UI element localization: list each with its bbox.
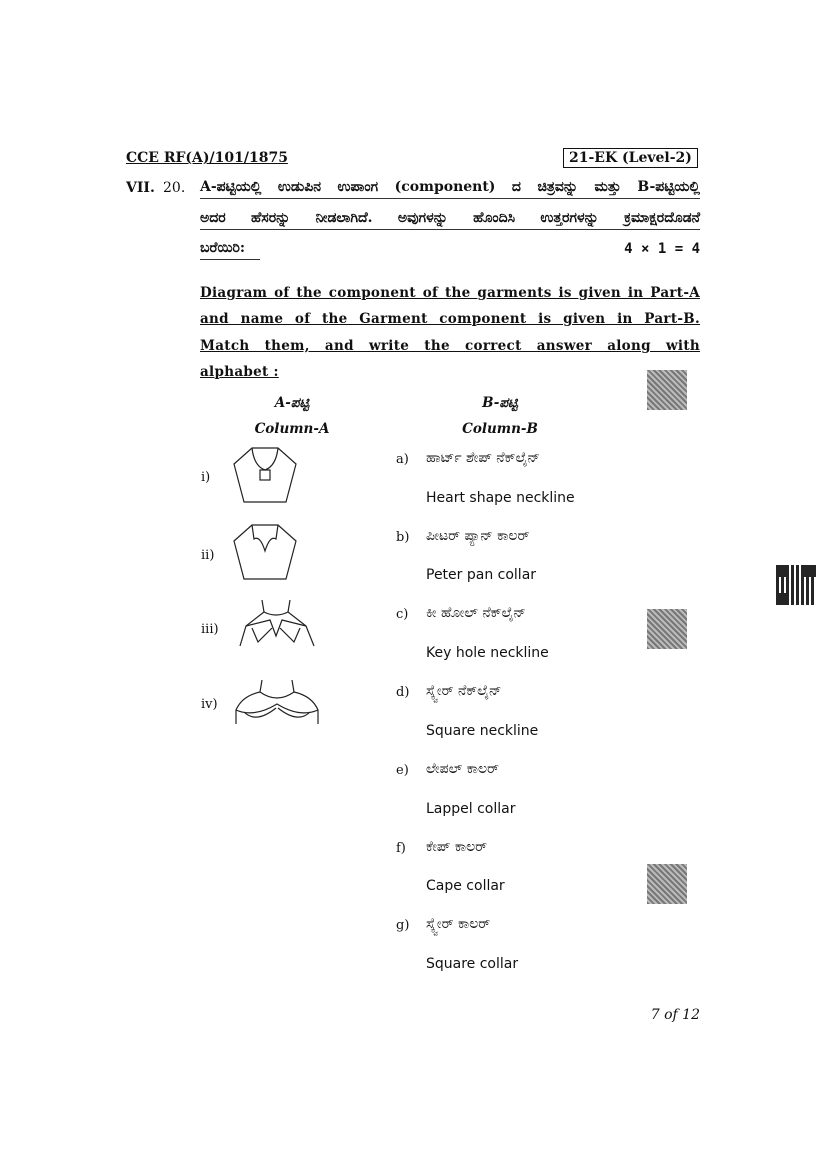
column-b-kannada-heading: B-ಪಟ್ಟಿ: [482, 395, 518, 411]
option-a-english: Heart shape neckline: [426, 490, 575, 506]
english-instruction-line-4: alphabet :: [200, 364, 279, 380]
option-f-english: Cape collar: [426, 878, 505, 894]
option-g-english: Square collar: [426, 956, 519, 972]
option-a-kannada: ಹಾರ್ಟ್ ಶೇಪ್ ನೆಕ್‌ಲೈನ್: [426, 450, 540, 466]
option-c-english: Key hole neckline: [426, 645, 549, 661]
scan-mark-2: [647, 609, 687, 649]
column-a-item-i: i): [201, 470, 211, 485]
column-a-item-ii: ii): [201, 548, 215, 563]
diagram-square-collar: [230, 444, 300, 506]
marks-allocation: 4 × 1 = 4: [624, 241, 700, 257]
page-number: 7 of 12: [650, 1007, 700, 1023]
diagram-peter-pan-collar: [232, 678, 322, 726]
column-a-item-iii: iii): [201, 622, 219, 637]
option-g-kannada: ಸ್ಕ್ವೇರ್ ಕಾಲರ್: [426, 916, 491, 932]
option-e-kannada: ಲೇಪಲ್ ಕಾಲರ್: [426, 761, 499, 777]
option-d-english: Square neckline: [426, 723, 539, 739]
kannada-instruction-line-3: ಬರೆಯಿರಿ:: [200, 240, 260, 260]
question-number: 20.: [163, 180, 186, 196]
section-number: VII.: [126, 180, 155, 196]
option-letter-f: f): [396, 841, 406, 856]
scan-mark-1: [647, 370, 687, 410]
diagram-heart-neckline: [230, 521, 300, 583]
option-f-kannada: ಕೇಪ್ ಕಾಲರ್: [426, 839, 488, 855]
option-letter-d: d): [396, 685, 410, 700]
diagram-lapel-collar: [232, 598, 322, 648]
option-e-english: Lappel collar: [426, 801, 516, 817]
paper-code: CCE RF(A)/101/1875: [126, 150, 288, 166]
column-a-kannada-heading: A-ಪಟ್ಟಿ: [274, 395, 310, 411]
column-a-heading: Column-A: [254, 421, 330, 437]
scan-mark-3: [647, 864, 687, 904]
qr-code: [776, 565, 816, 605]
english-instruction-line-3: Match them, and write the correct answer along with: [200, 338, 700, 354]
option-d-kannada: ಸ್ಕ್ವೇರ್ ನೆಕ್‌ಲೈನ್: [426, 683, 502, 699]
option-letter-a: a): [396, 452, 409, 467]
option-letter-g: g): [396, 918, 410, 933]
option-letter-b: b): [396, 530, 410, 545]
option-c-kannada: ಕೀ ಹೋಲ್ ನೆಕ್‌ಲೈನ್: [426, 605, 526, 621]
option-b-kannada: ಪೀಟರ್ ಪ್ಯಾನ್ ಕಾಲರ್: [426, 528, 530, 544]
column-a-item-iv: iv): [201, 697, 218, 712]
kannada-instruction-line-1: A-ಪಟ್ಟಿಯಲ್ಲಿ ಉಡುಪಿನ ಉಪಾಂಗ (component) ದ ಚಿತ್ರವನ್ನು ಮತ್ತು B-ಪಟ್ಟಿಯಲ್ಲಿ: [200, 179, 700, 199]
option-letter-e: e): [396, 763, 409, 778]
level-badge: 21-EK (Level-2): [563, 148, 698, 168]
option-b-english: Peter pan collar: [426, 567, 537, 583]
english-instruction-line-2: and name of the Garment component is given in Part-B.: [200, 311, 700, 327]
column-b-heading: Column-B: [462, 421, 538, 437]
kannada-instruction-line-2: ಅದರ ಹೆಸರನ್ನು ನೀಡಲಾಗಿದೆ. ಅವುಗಳನ್ನು ಹೊಂದಿಸಿ ಉತ್ತರಗಳನ್ನು ಕ್ರಮಾಕ್ಷರದೊಡನೆ: [200, 210, 700, 230]
english-instruction-line-1: Diagram of the component of the garments is given in Part-A: [200, 285, 700, 301]
option-letter-c: c): [396, 607, 409, 622]
